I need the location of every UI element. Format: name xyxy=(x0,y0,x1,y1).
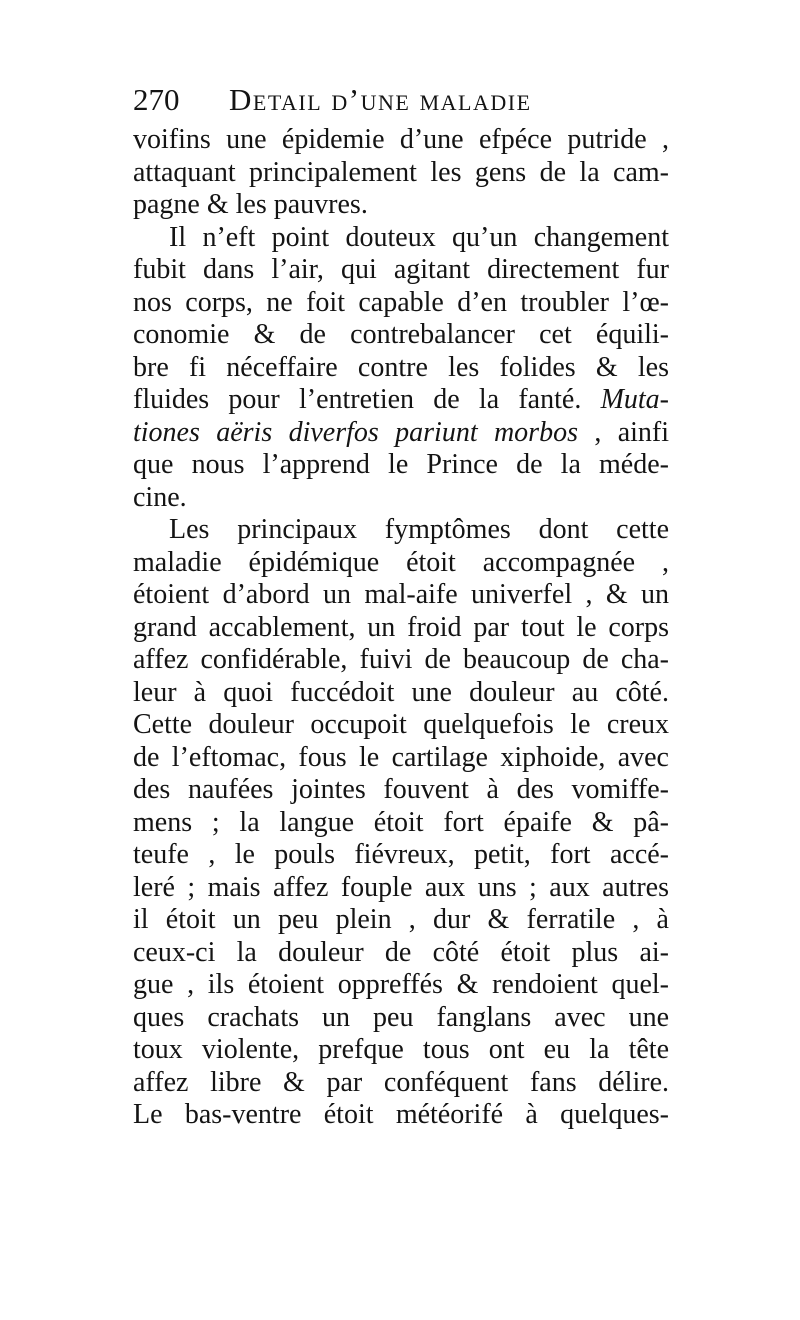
text-line: grand accablement, un froid par tout le corps xyxy=(133,611,669,643)
text-line: des naufées jointes fouvent à des vomiffe- xyxy=(133,774,669,805)
text-line: gue , ils étoient oppreffés & rendoient quel- xyxy=(133,969,669,1000)
text-line: ques crachats un peu fanglans avec une xyxy=(133,1001,669,1033)
text-line: Cette douleur occupoit quelquefois le creux xyxy=(133,709,669,740)
text-line: de l’eftomac, fous le cartilage xiphoide, avec xyxy=(133,741,669,773)
text-line: il étoit un peu plein , dur & ferratile , à xyxy=(133,904,669,935)
latin-quotation: Muta- xyxy=(600,384,669,415)
text-line: affez libre & par conféquent fans délire. xyxy=(133,1066,669,1098)
text-line: fubit dans l’air, qui agitant directement fur xyxy=(133,254,669,285)
text-line: Il n’eft point douteux qu’un changement xyxy=(169,221,669,253)
text-line: leré ; mais affez fouple aux uns ; aux autres xyxy=(133,871,669,903)
text-line: conomie & de contrebalancer cet équili- xyxy=(133,319,669,350)
text-line: que nous l’apprend le Prince de la méde- xyxy=(133,449,669,480)
text-line: attaquant principalement les gens de la cam- xyxy=(133,156,669,188)
text-line: maladie épidémique étoit accompagnée , xyxy=(133,546,669,578)
text-line: nos corps, ne foit capable d’en troubler l’œ- xyxy=(133,286,669,318)
running-title: Detail d’une maladie xyxy=(229,82,532,117)
text-line: toux violente, prefque tous ont eu la tête xyxy=(133,1034,669,1065)
page-number: 270 xyxy=(133,82,180,117)
text-line: voifins une épidemie d’une efpéce putride , xyxy=(133,124,669,155)
text-line: tiones aëris diverfos pariunt morbos , ainfi xyxy=(133,416,670,448)
text-line: ceux-ci la douleur de côté étoit plus ai- xyxy=(133,936,669,968)
text-line: étoient d’abord un mal-aife univerfel , & un xyxy=(133,579,669,610)
body-text xyxy=(133,124,669,1132)
text-line: Le bas-ventre étoit météorifé à quelques- xyxy=(133,1099,669,1130)
text-line: bre fi néceffaire contre les folides & les xyxy=(133,351,669,383)
text-line: cine. xyxy=(133,481,187,513)
text-line: leur à quoi fuccédoit une douleur au côté. xyxy=(133,676,669,708)
text-line: Les principaux fymptômes dont cette xyxy=(169,514,669,545)
text-line: pagne & les pauvres. xyxy=(133,189,368,220)
text-line: affez confidérable, fuivi de beaucoup de cha- xyxy=(133,644,669,675)
text-line: fluides pour l’entretien de la fanté. Muta- xyxy=(133,384,669,415)
latin-quotation: tiones aëris diverfos pariunt morbos xyxy=(133,416,578,448)
text-line: mens ; la langue étoit fort épaife & pâ- xyxy=(133,806,669,838)
text-line: teufe , le pouls fiévreux, petit, fort accé- xyxy=(133,839,669,870)
running-head xyxy=(133,78,673,122)
